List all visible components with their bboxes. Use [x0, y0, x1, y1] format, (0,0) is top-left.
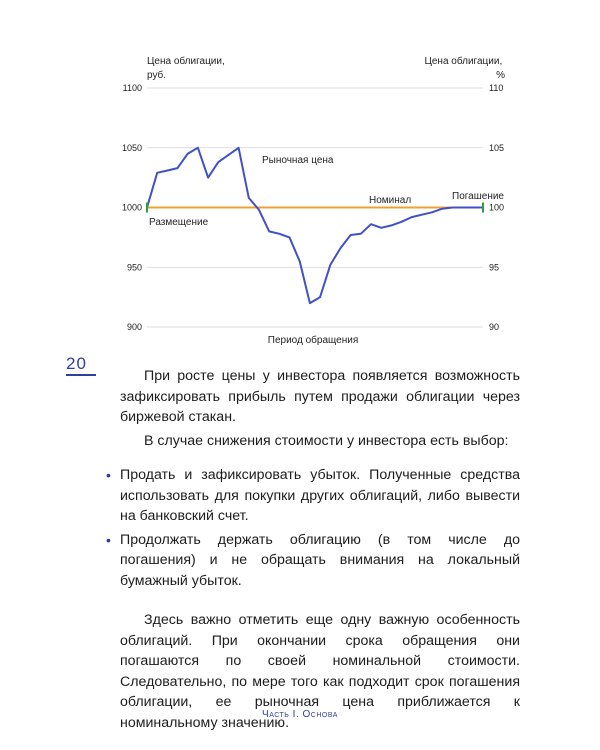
bullet-text-1: Продать и зафиксировать убыток. Полученные средства использовать для покупки других облигаций, либо вывести на банковский счет.: [120, 467, 520, 524]
nominal-annotation: Номинал: [369, 195, 412, 206]
bullet-icon: •: [106, 467, 111, 483]
y-tick-right: 110: [489, 83, 504, 93]
y-tick-left: 1000: [121, 202, 142, 213]
bullet-text-2: Продолжать держать облигацию (в том числе до погашения) и не обращать внимания на локальный бумажный убыток.: [120, 531, 520, 589]
body-text: [106, 366, 520, 733]
bond-price-chart: [0, 0, 600, 350]
y-tick-left: 950: [126, 262, 142, 273]
page-number-underline: [66, 374, 96, 376]
y-tick-right: 100: [489, 202, 505, 213]
x-axis-label: Период обращения: [267, 335, 359, 346]
page-number: 20: [66, 354, 87, 373]
y-axis-right-ticks: [489, 83, 504, 332]
y-tick-right: 95: [489, 262, 500, 273]
placement-annotation: Размещение: [149, 217, 209, 228]
market-price-annotation: Рыночная цена: [262, 155, 334, 166]
bullet-list: [106, 465, 520, 591]
redemption-annotation: Погашение: [452, 191, 504, 202]
paragraph-1: При росте цены у инвестора появляется возможность зафиксировать прибыль путем продажи облигации через биржевой стакан.: [120, 368, 520, 425]
y-axis-left-ticks: [122, 83, 142, 332]
bullet-item-2: [106, 530, 520, 592]
page-footer: Часть I. Основа: [262, 709, 338, 720]
y-axis-left-label: Цена облигации, руб.: [147, 56, 225, 81]
bullet-item-1: [106, 465, 520, 527]
bullet-icon: •: [106, 531, 111, 548]
y-tick-left: 1050: [121, 142, 142, 153]
y-tick-right: 90: [489, 322, 500, 332]
y-tick-left: 900: [126, 322, 142, 332]
paragraph-2: В случае снижения стоимости у инвестора есть выбор:: [144, 432, 509, 449]
y-axis-right-label: Цена облигации, %: [424, 56, 505, 81]
paragraph-3: Здесь важно отметить еще одну важную особенность облигаций. При окончании срока обращения они погашаются по своей номинальной стоимости. Следовательно, по мере того как подходит срок погашения облигации, ее рыночная цена приближается к номинальному значению.: [120, 612, 520, 731]
y-tick-right: 105: [489, 142, 505, 153]
y-tick-left: 1100: [122, 83, 142, 93]
